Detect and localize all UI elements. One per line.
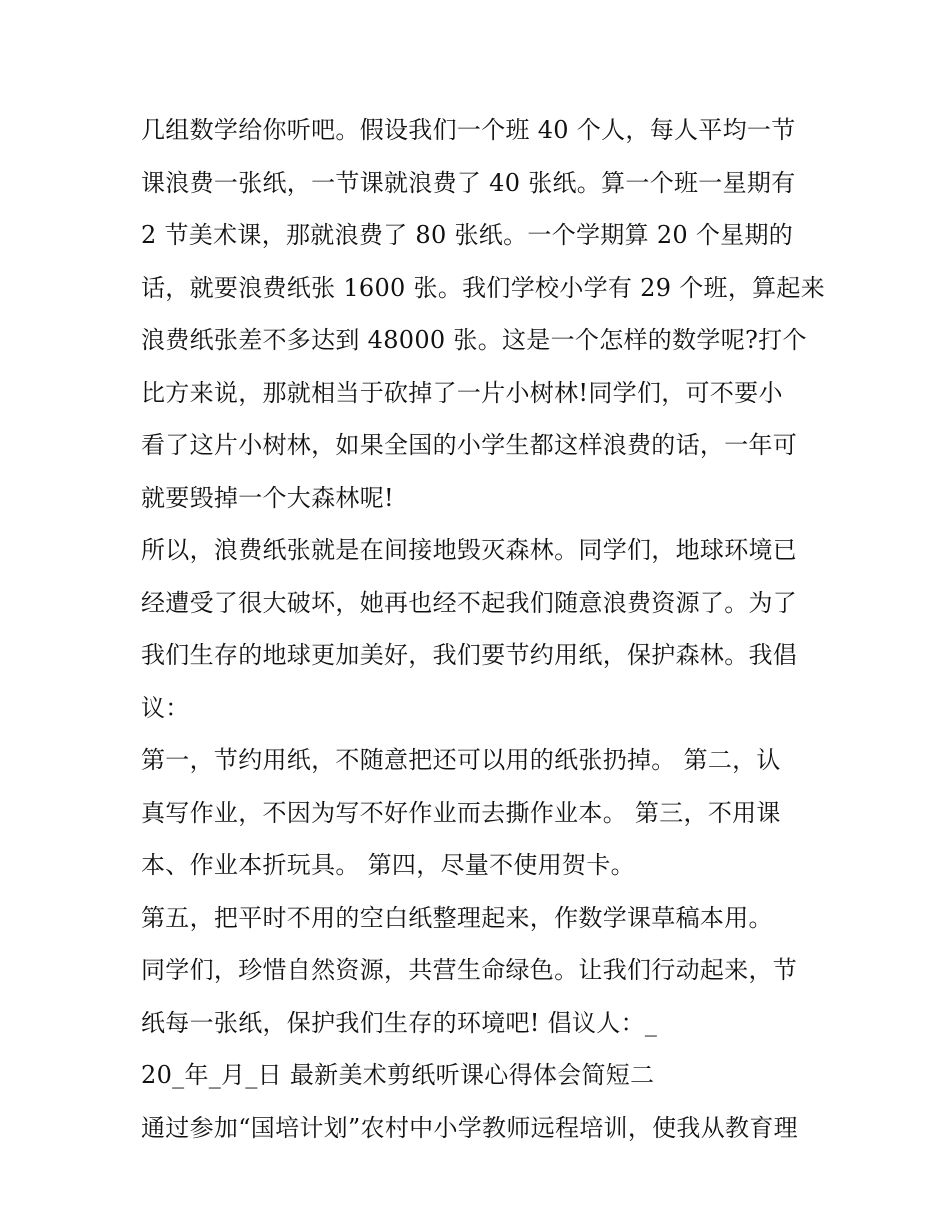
text-line: 话，就要浪费纸张 1600 张。我们学校小学有 29 个班，算起来 bbox=[141, 273, 826, 302]
text-line: 看了这片小树林，如果全国的小学生都这样浪费的话，一年可 bbox=[141, 431, 798, 459]
text-line: 议： bbox=[141, 693, 190, 722]
text-line: 真写作业，不因为写不好作业而去撕作业本。 第三，不用课 bbox=[141, 798, 781, 827]
text-line: 20_年_月_日 最新美术剪纸听课心得体会简短二 bbox=[141, 1061, 655, 1089]
text-line: 经遭受了很大破坏，她再也经不起我们随意浪费资源了。为了 bbox=[141, 588, 798, 617]
text-line: 通过参加“国培计划”农村中小学教师远程培训，使我从教育理 bbox=[141, 1113, 798, 1142]
text-line: 浪费纸张差不多达到 48000 张。这是一个怎样的数学呢?打个 bbox=[141, 326, 807, 354]
text-line: 比方来说，那就相当于砍掉了一片小树林!同学们，可不要小 bbox=[141, 378, 783, 407]
document-body bbox=[141, 104, 826, 1154]
text-line: 我们生存的地球更加美好，我们要节约用纸，保护森林。我倡 bbox=[141, 641, 798, 669]
text-line: 本、作业本折玩具。 第四，尽量不使用贺卡。 bbox=[141, 851, 635, 879]
text-line: 同学们，珍惜自然资源，共营生命绿色。让我们行动起来，节 bbox=[141, 956, 798, 984]
text-line: 2 节美术课，那就浪费了 80 张纸。一个学期算 20 个星期的 bbox=[141, 221, 794, 249]
text-line: 就要毁掉一个大森林呢! bbox=[141, 483, 394, 512]
text-line: 纸每一张纸，保护我们生存的环境吧! 倡议人：_ bbox=[141, 1008, 658, 1037]
text-line: 第五，把平时不用的空白纸整理起来，作数学课草稿本用。 bbox=[141, 903, 773, 932]
text-line: 第一，节约用纸，不随意把还可以用的纸张扔掉。 第二，认 bbox=[141, 746, 781, 774]
text-line: 几组数学给你听吧。假设我们一个班 40 个人，每人平均一节 bbox=[141, 116, 796, 144]
text-line: 课浪费一张纸，一节课就浪费了 40 张纸。算一个班一星期有 bbox=[141, 168, 796, 197]
text-line: 所以，浪费纸张就是在间接地毁灭森林。同学们，地球环境已 bbox=[141, 536, 798, 564]
